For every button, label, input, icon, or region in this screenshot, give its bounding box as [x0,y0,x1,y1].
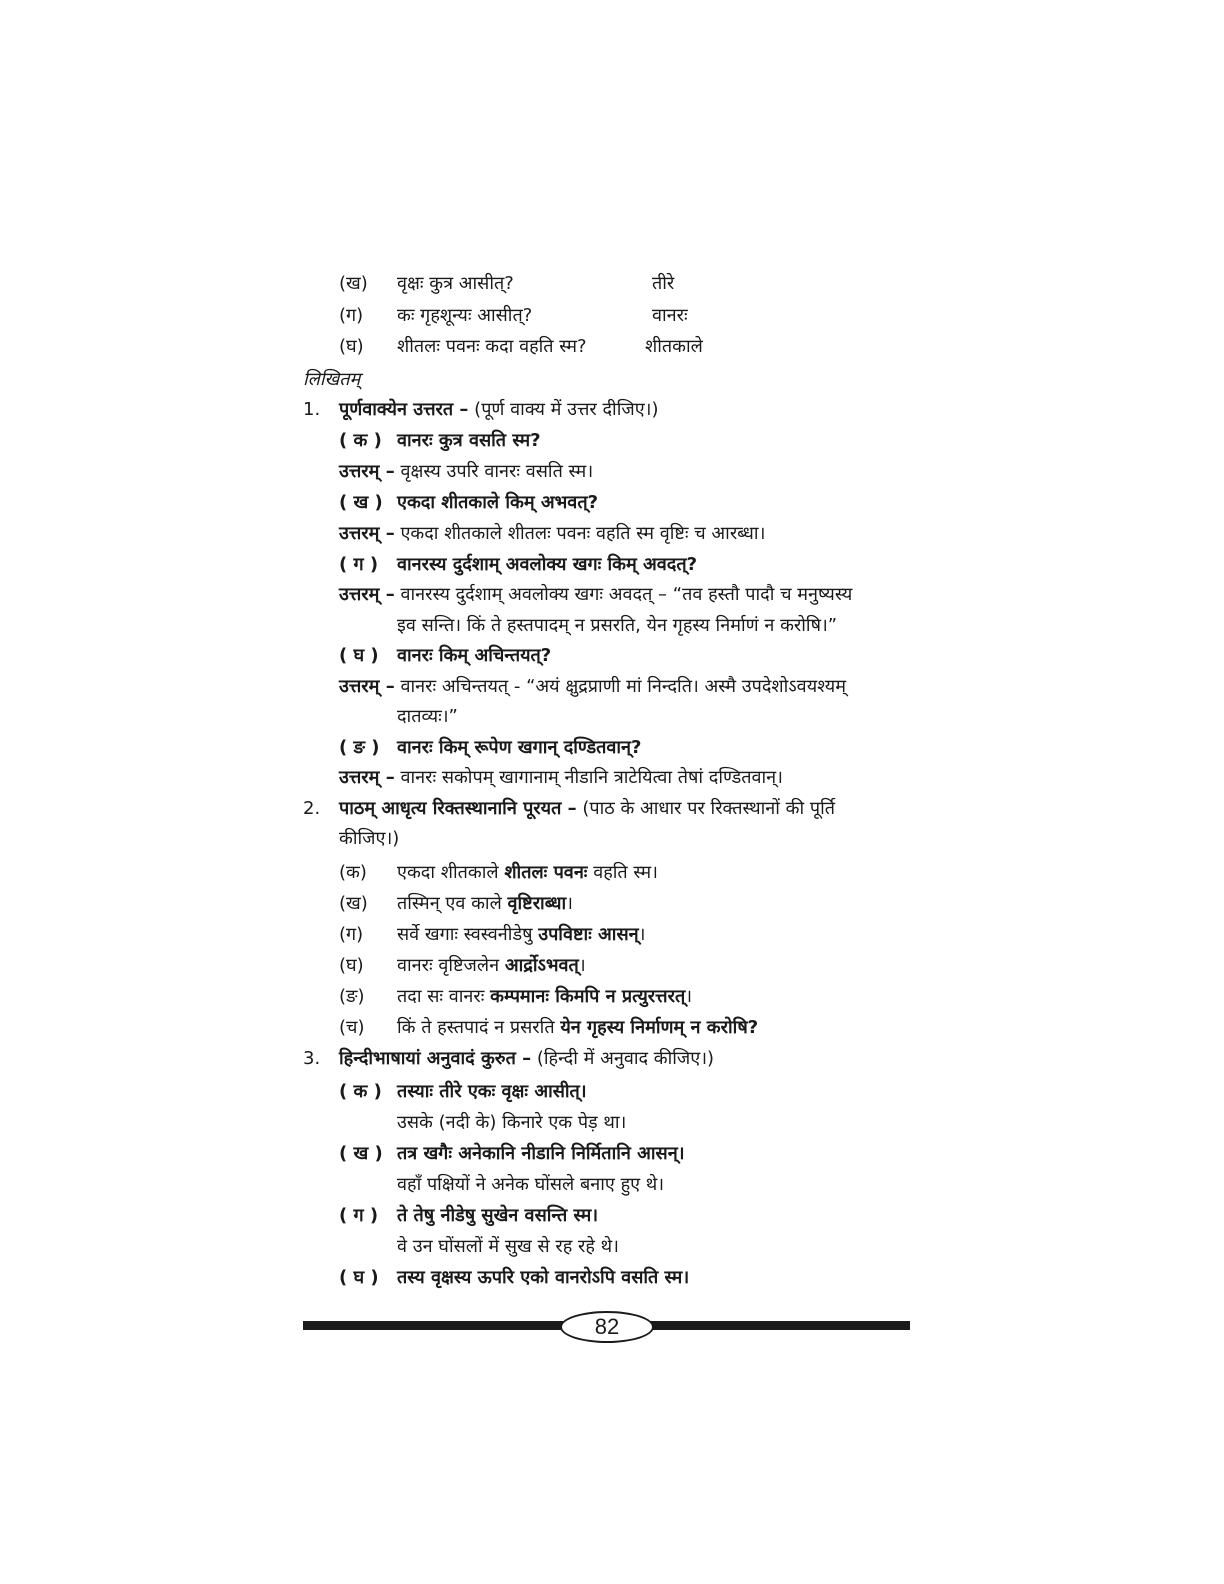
q2-item-label: (क) [339,862,367,883]
q3-title: हिन्दीभाषायां अनुवादं कुरुत – [339,1048,532,1069]
page-number: 82 [560,1311,654,1343]
q1-answer-line [339,765,783,791]
q2-item-text: तदा सः वानरः [397,986,485,1007]
q3-item-sanskrit: ते तेषु नीडेषु सुखेन वसन्ति स्म। [397,1205,599,1226]
answer-text: एकदा शीतकाले शीतलः पवनः वहति स्म वृष्टिः च आरब्धा। [400,523,766,544]
q1-item-question: एकदा शीतकाले किम् अभवत्? [397,492,599,513]
q2-item [397,984,692,1010]
q1-item-label: ( ग ) [339,554,379,575]
q1-item-question: वानरः किम् रूपेण खगान् दण्डितवान्? [397,737,642,758]
footer-rule-left [303,1321,568,1330]
q1-answer-line [339,521,765,547]
q3-item-hindi: वहाँ पक्षियों ने अनेक घोंसले बनाए हुए थे। [397,1174,665,1195]
q1-heading [339,397,659,423]
top-item-question: शीतलः पवनः कदा वहति स्म? [397,336,587,357]
q2-item-fill: उपविष्टाः आसन् [538,924,639,945]
q1-item-question: वानरस्य दुर्दशाम् अवलोक्य खगः किम् अवदत्? [397,554,698,575]
q2-item-text: किं ते हस्तपादं न प्रसरति [397,1017,555,1038]
q2-item-rest: । [578,955,586,976]
q2-item-rest: । [638,924,646,945]
q1-subtitle: (पूर्ण वाक्य में उत्तर दीजिए।) [474,399,659,420]
q2-item-fill: कम्पमानः किमपि न प्रत्युरत्तरत् [490,986,686,1007]
q1-item-label: ( ङ ) [339,737,380,758]
q2-item-text: तस्मिन् एव काले [397,893,502,914]
answer-text: वानरः सकोपम् खागानाम् नीडानि त्राटेयित्वा तेषां दण्डितवान्। [400,767,783,788]
q2-item [397,953,586,979]
q2-item-text: सर्वे खगाः स्वस्वनीडेषु [397,924,533,945]
q3-subtitle: (हिन्दी में अनुवाद कीजिए।) [536,1048,715,1069]
top-item-label: (ख) [339,273,368,294]
answer-text: वृक्षस्य उपरि वानरः वसति स्म। [400,461,594,482]
q3-item-label: ( क ) [339,1081,382,1102]
q2-item-label: (ङ) [339,986,365,1007]
q3-number: 3. [303,1048,321,1069]
q2-item-label: (घ) [339,955,364,976]
q2-item-fill: वृष्टिराब्धा [507,893,567,914]
answer-text: वानरस्य दुर्दशाम् अवलोक्य खगः अवदत् – “तव हस्तौ पादौ च मनुष्यस्य [400,584,853,605]
q1-item-label: ( क ) [339,430,382,451]
q3-item-label: ( ख ) [339,1143,383,1164]
q2-subtitle: (पाठ के आधार पर रिक्तस्थानों की पूर्ति [582,798,835,819]
q3-heading [339,1046,714,1072]
answer-label: उत्तरम् – [339,523,395,544]
q1-item-question: वानरः कुत्र वसति स्म? [397,430,541,451]
q1-answer-line [339,582,852,608]
q2-item-text: वानरः वृष्टिजलेन [397,955,500,976]
q2-number: 2. [303,798,321,819]
q2-heading [339,796,835,822]
q2-item-label: (च) [339,1017,365,1038]
q1-answer-line [339,459,593,485]
q2-item-label: (ख) [339,893,368,914]
q2-item-fill: येन गृहस्य निर्माणम् न करोषि? [560,1017,759,1038]
q2-item [397,1015,758,1041]
top-item-label: (ग) [339,305,364,326]
answer-label: उत्तरम् – [339,584,395,605]
q2-item-rest: वहति स्म। [593,862,658,883]
q2-item [397,891,573,917]
q2-item-rest: । [685,986,693,1007]
q3-item-hindi: वे उन घोंसलों में सुख से रह रहे थे। [397,1236,619,1257]
q3-item-sanskrit: तत्र खगैः अनेकानि नीडानि निर्मितानि आसन्। [397,1143,685,1164]
q1-number: 1. [303,399,321,420]
q2-item-text: एकदा शीतकाले [397,862,499,883]
answer-text-cont: दातव्यः।” [397,706,458,727]
top-item-answer: वानरः [652,305,688,326]
answer-text: वानरः अचिन्तयत् - “अयं क्षुद्रप्राणी मां निन्दति। अस्मै उपदेशोऽवयश्यम् [400,676,846,697]
answer-text-cont: इव सन्ति। किं ते हस्तपादम् न प्रसरति, येन गृहस्य निर्माणं न करोषि।” [397,615,838,636]
q2-item-fill: आर्द्रोऽभवत् [504,955,579,976]
top-item-question: वृक्षः कुत्र आसीत्? [397,273,514,294]
q1-title: पूर्णवाक्येन उत्तरत – [339,399,469,420]
q2-item-fill: शीतलः पवनः [504,862,588,883]
answer-label: उत्तरम् – [339,767,395,788]
q3-item-label: ( घ ) [339,1267,379,1288]
q3-item-sanskrit: तस्याः तीरे एकः वृक्षः आसीत्। [397,1081,587,1102]
q2-subtitle-cont: कीजिए।) [339,828,400,849]
q2-item [397,860,658,886]
q1-item-label: ( घ ) [339,645,379,666]
top-item-answer: तीरे [652,273,675,294]
q2-item [397,922,645,948]
q2-item-label: (ग) [339,924,364,945]
q3-item-label: ( ग ) [339,1205,379,1226]
q1-answer-line [339,674,846,700]
top-item-question: कः गृहशून्यः आसीत्? [397,305,533,326]
q2-title: पाठम् आधृत्य रिक्तस्थानानि पूरयत – [339,798,577,819]
section-heading: लिखितम् [303,369,361,390]
answer-label: उत्तरम् – [339,676,395,697]
q3-item-sanskrit: तस्य वृक्षस्य ऊपरि एको वानरोऽपि वसति स्म। [397,1267,690,1288]
top-item-label: (घ) [339,336,364,357]
q1-item-question: वानरः किम् अचिन्तयत्? [397,645,552,666]
q2-item-rest: । [566,893,573,914]
q1-item-label: ( ख ) [339,492,383,513]
q3-item-hindi: उसके (नदी के) किनारे एक पेड़ था। [397,1112,627,1133]
answer-label: उत्तरम् – [339,461,395,482]
footer-rule-right [642,1321,910,1330]
top-item-answer: शीतकाले [645,336,703,357]
